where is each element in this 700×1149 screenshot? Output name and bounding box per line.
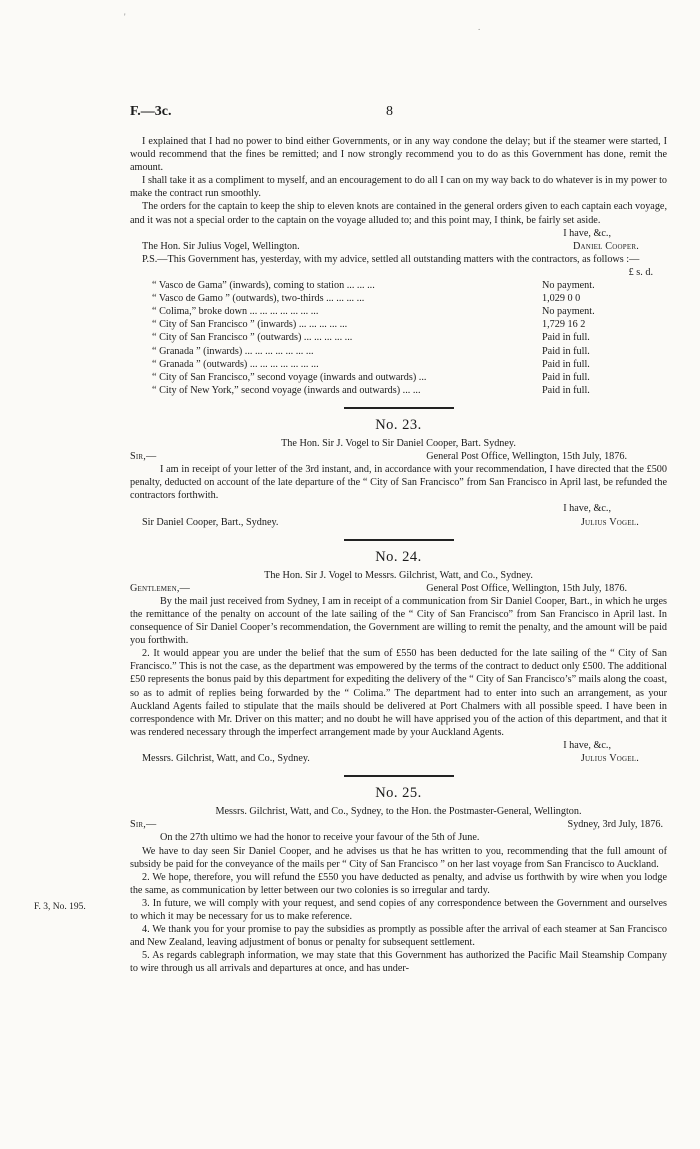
row-description: “ Granada ” (inwards) ... ... ... ... ... ... ... — [152, 345, 314, 357]
salutation: Sir,— — [130, 819, 157, 831]
row-description: “ City of San Francisco ” (outwards) ... ... ... ... ... — [152, 332, 353, 344]
row-amount: Paid in full. — [542, 332, 590, 344]
addressee: The Hon. Sir Julius Vogel, Wellington. — [142, 240, 300, 252]
salutation-line — [130, 450, 667, 463]
row-description: “ City of San Francisco ” (inwards) ... ... ... ... ... — [152, 319, 348, 331]
dateline: General Post Office, Wellington, 15th July, 1876. — [426, 451, 627, 463]
row-amount: No payment. — [542, 306, 595, 318]
row-description: “ Vasco de Gama” (inwards), coming to station ... ... ... — [152, 280, 375, 292]
postscript: P.S.—This Government has, yesterday, with my advice, settled all outstanding matters with the contractors, as follows :— — [142, 253, 640, 265]
table-row — [152, 331, 667, 344]
row-description: “ City of San Francisco,” second voyage (inwards and outwards) ... — [152, 371, 427, 383]
addressee: Sir Daniel Cooper, Bart., Sydney. — [142, 516, 279, 528]
row-amount: Paid in full. — [542, 371, 590, 383]
paragraph: 2. We hope, therefore, you will refund the £550 you have deducted as penalty, and advise us forthwith by wire when you lodge the same, as communication by letter between our two colonies is so irregular and tardy. — [130, 871, 667, 896]
table-row — [152, 371, 667, 384]
row-amount: 1,029 0 0 — [542, 293, 581, 305]
paragraph: 2. It would appear you are under the belief that the sum of £550 has been deducted for the late sailing of the “ City of San Francisco.” This is not the case, as the department was empowered by the terms of the contract to deduct only £500. The additional £50 represents the bonus paid by this department for expediting the delivery of the “ City of San Francisco’s” mails along the coast, so as to admit of replies being forwarded by the “ Colima.” The department had to enter into such an arrangement, as your Auckland Agents failed to stipulate that the mails should be delivered at Port Chalmers with all possible speed. I have been in correspondence with Mr. Driver on this matter; and no doubt he will have apprised you of the action of this department, and that it was rendered necessary through the imperfect arrangement made by your Auckland Agents. — [130, 648, 667, 738]
letter-subtitle: The Hon. Sir J. Vogel to Sir Daniel Cooper, Bart. Sydney. — [281, 437, 516, 449]
row-amount: Paid in full. — [542, 384, 590, 396]
salutation: Sir,— — [130, 451, 157, 463]
section-divider — [344, 539, 454, 541]
table-row — [152, 305, 667, 318]
table-row — [152, 292, 667, 305]
scan-mark-mid: . — [478, 22, 481, 32]
paragraph: I explained that I had no power to bind either Governments, or in any way condone the delay; but if the steamer were started, I would recommend that the fines be remitted; and I now strongly recommend you to do as this Government has done, remit the amount. — [130, 136, 667, 174]
row-amount: Paid in full. — [542, 358, 590, 370]
table-row — [152, 279, 667, 292]
salutation-line — [130, 582, 667, 595]
closing: I have, &c., — [563, 227, 611, 239]
row-amount: 1,729 16 2 — [542, 319, 586, 331]
row-description: “ Granada ” (outwards) ... ... ... ... ... ... ... — [152, 358, 319, 370]
signature: Julius Vogel. — [580, 753, 639, 765]
document-reference: F.—3c. — [130, 104, 172, 119]
sign-off — [130, 516, 667, 529]
dateline: General Post Office, Wellington, 15th July, 1876. — [426, 582, 627, 594]
sign-off — [130, 752, 667, 765]
row-description: “ Vasco de Gamo ” (outwards), two-thirds ... ... ... ... — [152, 293, 365, 305]
paragraph: By the mail just received from Sydney, I am in receipt of a communication from Sir Daniel Cooper, Bart., in which he urges the remittance of the penalty on account of the late sailing of the “ City of San Francisco” from San Francisco in April last. In consequence of Sir Daniel Cooper’s recommendation, the Government are willing to remit the penalty, and the amount will be paid you forthwith. — [130, 595, 667, 647]
paragraph: 4. We thank you for your promise to pay the subsidies as promptly as possible after the arrival of each steamer at San Francisco and New Zealand, leaving adjustment of bonus or penalty for subsequent settlement. — [130, 924, 667, 949]
dateline: Sydney, 3rd July, 1876. — [567, 819, 663, 831]
document-page — [130, 105, 667, 975]
margin-reference: F. 3, No. 195. — [34, 902, 86, 912]
row-amount: No payment. — [542, 280, 595, 292]
paragraph: 5. As regards cablegraph information, we may state that this Government has authorized the Pacific Mail Steamship Company to wire through us all arrivals and departures at once, and has under- — [130, 950, 667, 975]
paragraph: 3. In future, we will comply with your request, and send copies of any correspondence between the Government and ourselves to which it may be necessary for us to make reference. — [130, 897, 667, 922]
page-number: 8 — [386, 104, 393, 119]
paragraph: The orders for the captain to keep the ship to eleven knots are contained in the general orders given to each captain each voyage, and it was not a special order to the captain on the voyage alluded to; and this point may, I think, be fairly set aside. — [130, 201, 667, 226]
letter-number: No. 23. — [375, 416, 422, 433]
row-description: “ Colima,” broke down ... ... ... ... ... ... ... — [152, 306, 319, 318]
table-row — [152, 358, 667, 371]
paragraph: On the 27th ultimo we had the honor to receive your favour of the 5th of June. — [160, 832, 480, 844]
section-divider — [344, 775, 454, 777]
paragraph: We have to day seen Sir Daniel Cooper, and he advises us that he has written to you, recommending that the full amount of subsidy be paid for the conveyance of the mails per “ City of San Francisco ” on her last voyage from San Francisco to Auckland. — [130, 845, 667, 870]
paragraph: I shall take it as a compliment to myself, and an encouragement to do all I can on my way back to do whatever is in my power to make the contract run smoothly. — [130, 175, 667, 200]
letter-number: No. 24. — [375, 548, 422, 565]
salutation: Gentlemen,— — [130, 582, 191, 594]
table-row — [152, 318, 667, 331]
page-header — [130, 105, 667, 125]
row-description: “ City of New York,” second voyage (inwards and outwards) ... ... — [152, 384, 421, 396]
letter-subtitle: Messrs. Gilchrist, Watt, and Co., Sydney, to the Hon. the Postmaster-General, Wellington. — [215, 806, 582, 818]
table-row — [152, 384, 667, 397]
sign-off — [130, 240, 667, 253]
table-header — [152, 266, 667, 279]
letter-subtitle: The Hon. Sir J. Vogel to Messrs. Gilchrist, Watt, and Co., Sydney. — [264, 569, 533, 581]
closing: I have, &c., — [563, 503, 611, 515]
signature: Daniel Cooper. — [573, 240, 639, 252]
section-divider — [344, 407, 454, 409]
currency-header: £ s. d. — [628, 266, 653, 278]
closing: I have, &c., — [563, 739, 611, 751]
row-amount: Paid in full. — [542, 345, 590, 357]
paragraph: I am in receipt of your letter of the 3rd instant, and, in accordance with your recommendation, I have directed that the £500 penalty, deducted on account of the late departure of the “ City of San Francisco” from San Francisco in April last, be refunded the contractors forthwith. — [130, 464, 667, 502]
signature: Julius Vogel. — [580, 516, 639, 528]
letter-number: No. 25. — [375, 785, 422, 802]
table-row — [152, 345, 667, 358]
scan-mark-left: ' — [124, 12, 126, 22]
addressee: Messrs. Gilchrist, Watt, and Co., Sydney. — [142, 753, 310, 765]
salutation-line — [130, 818, 667, 831]
settlement-table — [152, 266, 667, 397]
